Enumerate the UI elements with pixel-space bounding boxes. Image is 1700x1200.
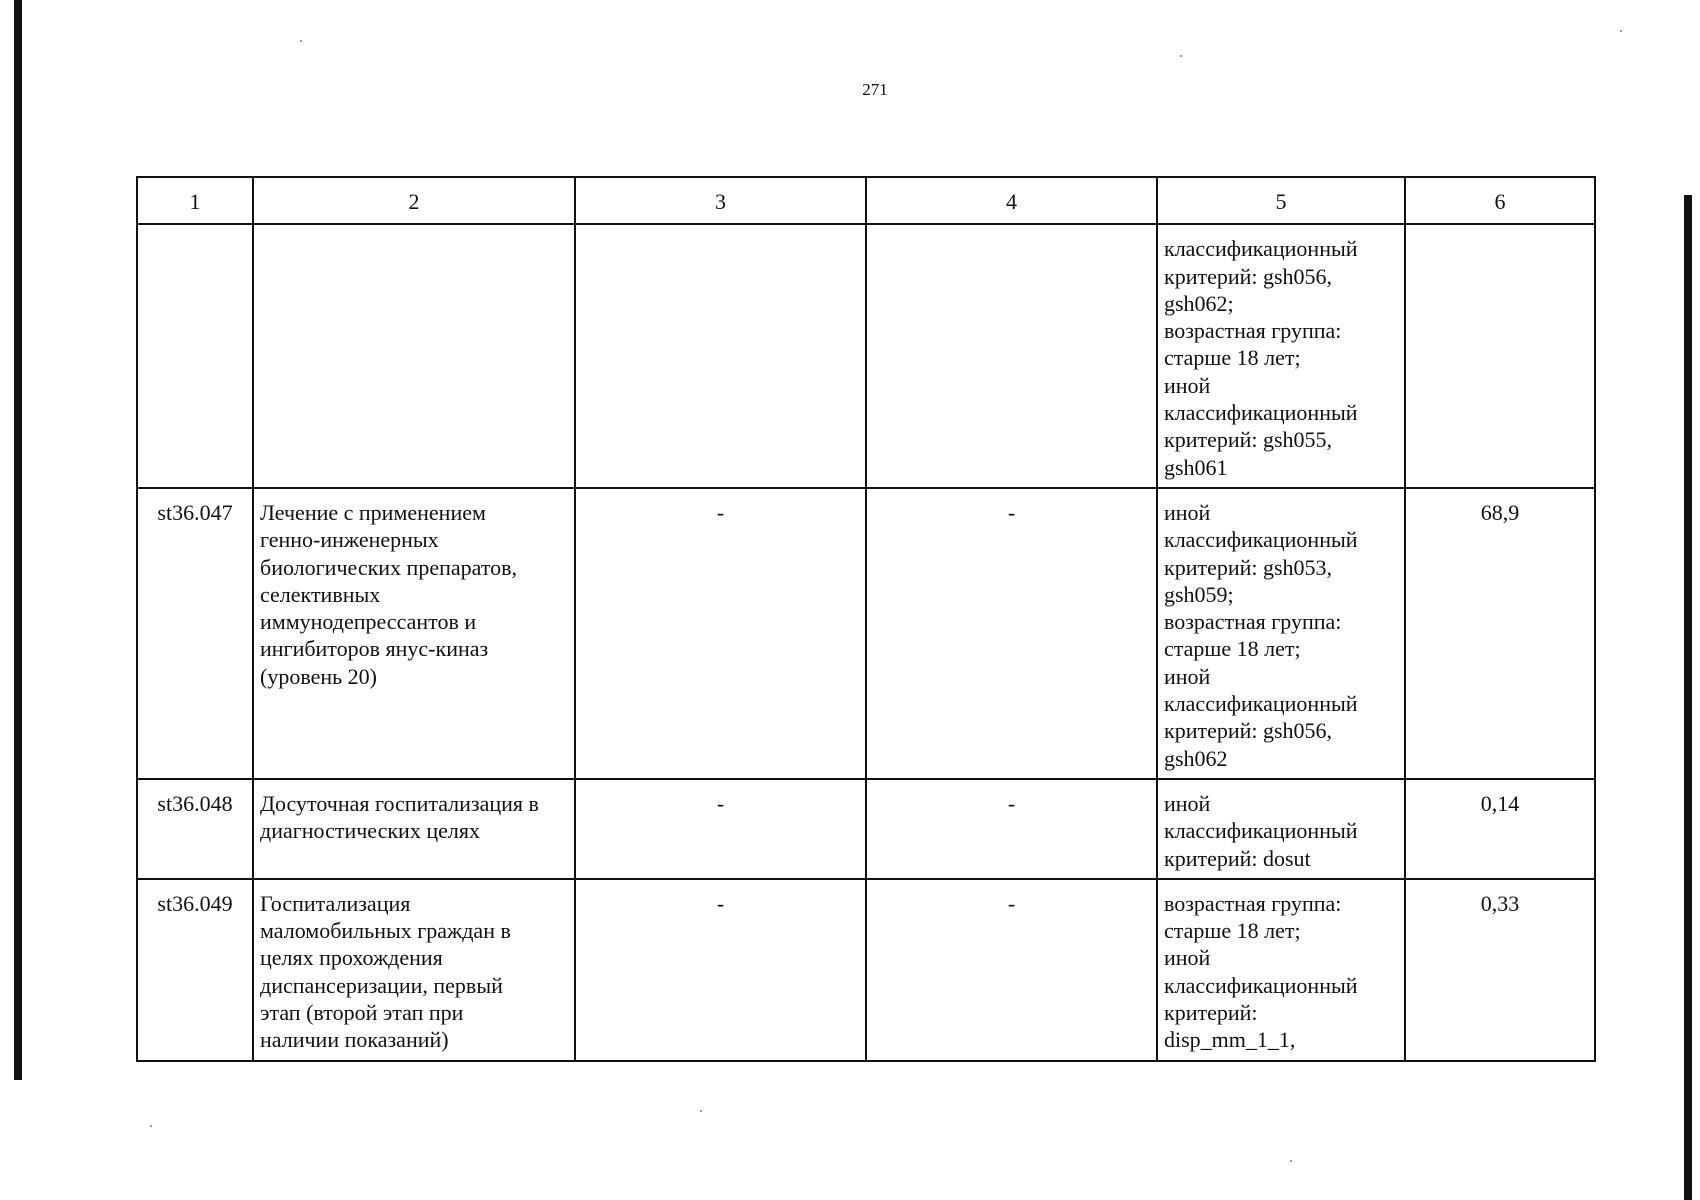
column-4-cell: -	[866, 879, 1157, 1061]
name-cell: Госпитализация маломобильных граждан в целях прохождения диспансеризации, первый этап (второй этап при наличии показаний)	[253, 879, 575, 1061]
name-cell: Досуточная госпитализация в диагностических целях	[253, 779, 575, 879]
table-row	[137, 779, 1595, 879]
coefficient-cell	[1405, 224, 1595, 488]
table-row	[137, 488, 1595, 779]
table-row	[137, 879, 1595, 1061]
scan-speckle	[700, 1110, 702, 1112]
column-header-4: 4	[866, 177, 1157, 224]
name-cell	[253, 224, 575, 488]
name-cell: Лечение с применением генно-инженерных биологических препаратов, селективных иммунодепрессантов и ингибиторов янус-киназ (уровень 20)	[253, 488, 575, 779]
scan-right-edge	[1684, 195, 1692, 1200]
column-header-6: 6	[1405, 177, 1595, 224]
column-header-1: 1	[137, 177, 253, 224]
code-cell: st36.048	[137, 779, 253, 879]
column-3-cell: -	[575, 779, 866, 879]
column-header-3: 3	[575, 177, 866, 224]
scan-speckle	[1290, 1160, 1292, 1162]
criteria-cell: иной классификационный критерий: dosut	[1157, 779, 1405, 879]
scan-speckle	[1620, 30, 1622, 32]
criteria-cell: классификационный критерий: gsh056, gsh062; возрастная группа: старше 18 лет; иной классификационный критерий: gsh055, gsh061	[1157, 224, 1405, 488]
code-cell	[137, 224, 253, 488]
coefficient-cell: 68,9	[1405, 488, 1595, 779]
column-header-2: 2	[253, 177, 575, 224]
column-3-cell	[575, 224, 866, 488]
table-header-row	[137, 177, 1595, 224]
code-cell: st36.047	[137, 488, 253, 779]
table-row	[137, 224, 1595, 488]
coefficient-cell: 0,33	[1405, 879, 1595, 1061]
scan-speckle	[300, 40, 302, 42]
code-cell: st36.049	[137, 879, 253, 1061]
page-number: 271	[862, 80, 888, 99]
column-4-cell	[866, 224, 1157, 488]
column-4-cell: -	[866, 779, 1157, 879]
criteria-cell: иной классификационный критерий: gsh053, gsh059; возрастная группа: старше 18 лет; иной классификационный критерий: gsh056, gsh062	[1157, 488, 1405, 779]
criteria-cell: возрастная группа: старше 18 лет; иной классификационный критерий: disp_mm_1_1,	[1157, 879, 1405, 1061]
column-header-5: 5	[1157, 177, 1405, 224]
scan-left-edge	[14, 0, 22, 1080]
column-3-cell: -	[575, 488, 866, 779]
tariff-table	[136, 176, 1596, 1062]
column-4-cell: -	[866, 488, 1157, 779]
scan-speckle	[150, 1125, 152, 1127]
scan-speckle	[1180, 55, 1182, 57]
column-3-cell: -	[575, 879, 866, 1061]
coefficient-cell: 0,14	[1405, 779, 1595, 879]
